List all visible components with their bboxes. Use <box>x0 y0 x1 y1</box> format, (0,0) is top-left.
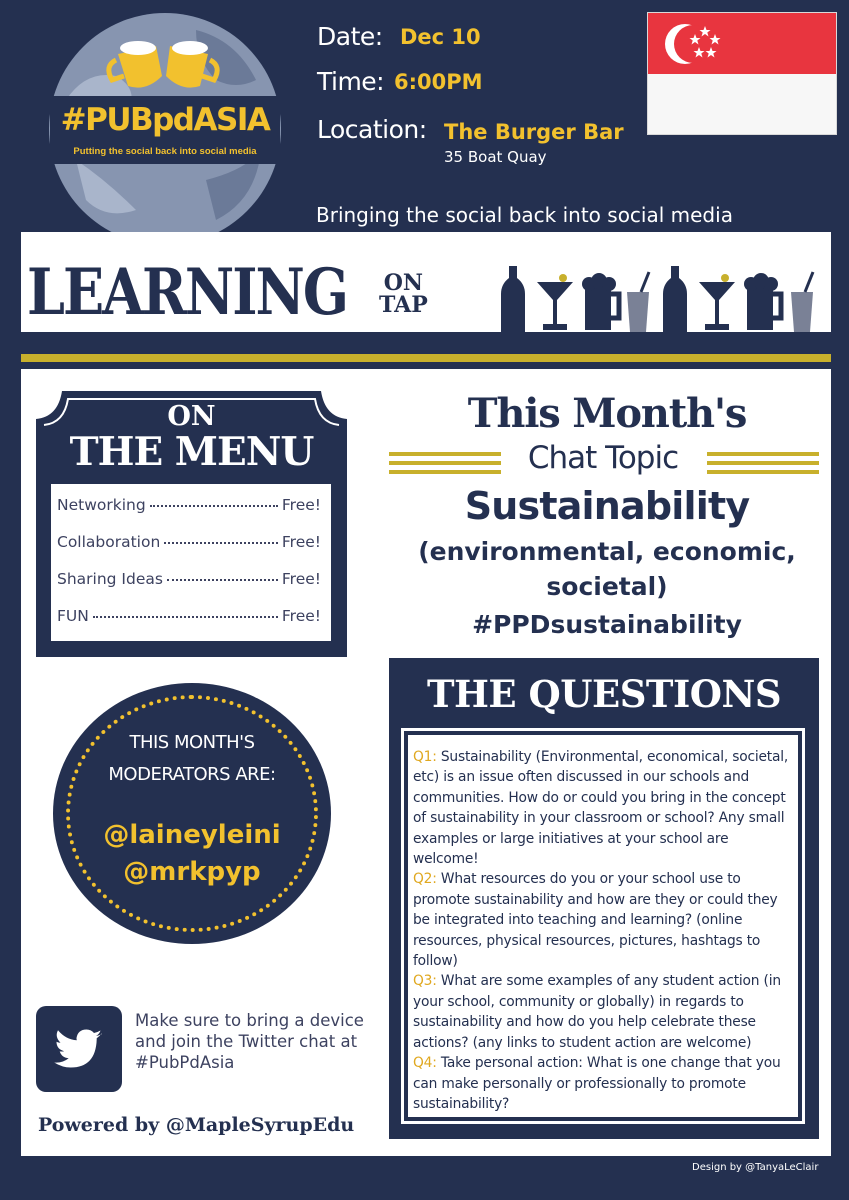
address: 35 Boat Quay <box>444 148 547 166</box>
question-text: Sustainability (Environmental, economical, societal, etc) is an issue often discussed in our schools and communities. How do or could you bring in the concept of sustainability in your classroom or school? Any small examples or large initiatives at your school are welcome! <box>413 749 789 868</box>
topic-detail-line2: societal) <box>546 572 668 601</box>
menu-item-label: Collaboration <box>57 533 161 551</box>
question-item <box>413 1053 798 1114</box>
topic-heading: This Month's <box>467 390 747 437</box>
menu-item-price: Free! <box>281 607 321 625</box>
question-number: Q2: <box>413 871 437 888</box>
menu-item <box>57 607 321 625</box>
moderators-ring <box>66 695 318 932</box>
menu-item <box>57 533 321 551</box>
drinks-icon <box>501 264 826 332</box>
questions-title: THE QUESTIONS <box>426 672 782 716</box>
menu-dots <box>93 616 278 618</box>
topic-hashtag: #PPDsustainability <box>472 610 742 639</box>
date-label: Date: <box>317 22 383 51</box>
menu-dots <box>150 505 278 507</box>
location-value: The Burger Bar <box>444 120 624 144</box>
menu-item-label: Sharing Ideas <box>57 570 163 588</box>
topic-detail <box>392 534 822 604</box>
menu-item-price: Free! <box>281 496 321 514</box>
twitter-icon <box>36 1006 122 1092</box>
pubpdasia-logo <box>46 10 284 248</box>
menu-item-price: Free! <box>281 570 321 588</box>
moderator-handle: @mrkpyp <box>123 857 261 887</box>
menu-item-label: FUN <box>57 607 89 625</box>
menu-item-label: Networking <box>57 496 146 514</box>
singapore-flag-icon <box>647 12 837 135</box>
question-number: Q1: <box>413 749 437 765</box>
banner-learning-text: LEARNING <box>27 254 347 330</box>
question-text: Take personal action: What is one change that you can make personally or professionally to promote sustainability? <box>413 1055 781 1112</box>
logo-subtitle: Putting the social back into social media <box>73 146 257 157</box>
question-text: What resources do you or your school use to promote sustainability and how are they or could they be integrated into teaching and learning? (online resources, physical resources, pictures, hashtags to follow) <box>413 871 778 970</box>
question-item <box>413 971 798 1053</box>
menu-item <box>57 496 321 514</box>
question-item <box>413 869 798 971</box>
twitter-message: Make sure to bring a device and join the Twitter chat at #PubPdAsia <box>135 1011 364 1072</box>
question-item <box>413 747 798 869</box>
tagline: Bringing the social back into social media <box>316 203 733 227</box>
learning-on-tap-banner <box>21 232 831 332</box>
menu-dots <box>164 542 278 544</box>
menu-item-price: Free! <box>281 533 321 551</box>
question-number: Q4: <box>413 1055 437 1072</box>
question-number: Q3: <box>413 973 437 990</box>
gold-divider <box>21 354 831 362</box>
menu-list <box>51 484 331 641</box>
moderator-handle: @laineyleini <box>103 820 281 850</box>
location-label: Location: <box>317 115 427 144</box>
question-text: What are some examples of any student action (in your school, community or globally) in regards to sustainability and how do you help celebrate these actions? (any links to student action are welcome) <box>413 973 781 1051</box>
gold-lines-left <box>389 452 501 479</box>
gold-lines-right <box>707 452 819 479</box>
time-value: 6:00PM <box>394 70 483 94</box>
time-label: Time: <box>317 67 385 96</box>
menu-dots <box>167 579 278 581</box>
menu-item <box>57 570 321 588</box>
banner-on-text: ON <box>383 270 424 296</box>
date-value: Dec 10 <box>400 25 481 49</box>
moderators-line1: THIS MONTH'S <box>129 732 255 753</box>
menu-title: THE MENU <box>69 429 314 475</box>
banner-tap-text: TAP <box>379 292 428 318</box>
topic-subheading: Chat Topic <box>527 440 679 476</box>
powered-by: Powered by @MapleSyrupEdu <box>38 1114 355 1136</box>
menu-on-text: ON <box>167 401 216 432</box>
design-credit: Design by @TanyaLeClair <box>692 1162 819 1173</box>
moderators-line2: MODERATORS ARE: <box>108 764 276 785</box>
questions-list <box>413 747 798 1114</box>
topic-detail-line1: (environmental, economic, <box>418 537 796 566</box>
banner-on-tap <box>379 272 428 316</box>
topic-title: Sustainability <box>464 484 750 528</box>
logo-hashtag: #PUBpdASIA <box>60 102 270 138</box>
